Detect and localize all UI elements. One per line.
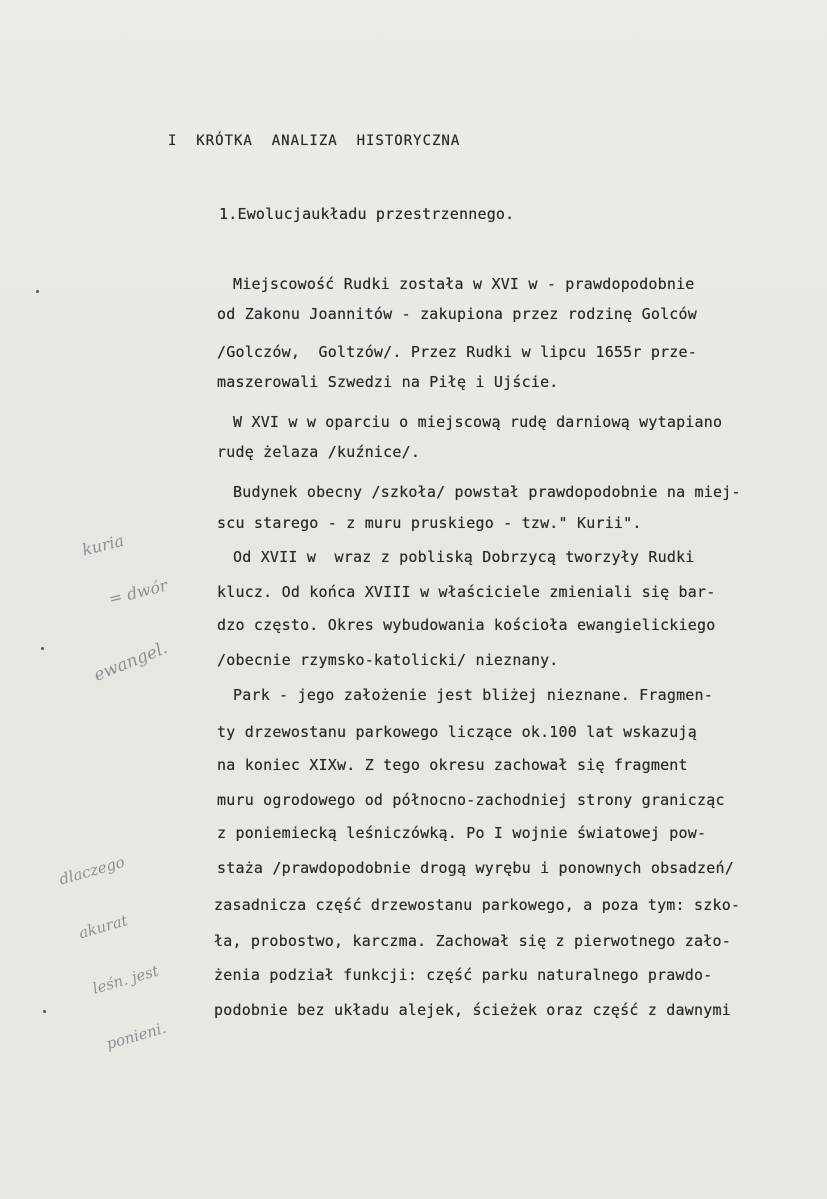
text-line: klucz. Od końca XVIII w właściciele zmieniali się bar-: [217, 583, 716, 601]
section-heading: I KRÓTKA ANALIZA HISTORYCZNA: [168, 133, 461, 149]
text-line: Od XVII w wraz z pobliską Dobrzycą tworzyły Rudki: [233, 548, 695, 566]
margin-note-line: ewangel.: [91, 638, 171, 686]
text-line: podobnie bez układu alejek, ścieżek oraz część z dawnymi: [214, 1001, 731, 1019]
text-line: staża /prawdopodobnie drogą wyrębu i ponownych obsadzeń/: [217, 859, 734, 877]
text-line: z poniemiecką leśniczówką. Po I wojnie światowej pow-: [217, 824, 707, 842]
text-line: W XVI w w oparciu o miejscową rudę darniową wytapiano: [233, 413, 723, 431]
text-line: Park - jego założenie jest bliżej nieznane. Fragmen-: [233, 686, 713, 704]
margin-dot: [36, 290, 39, 293]
text-line: /Golczów, Goltzów/. Przez Rudki w lipcu 1655r prze-: [217, 343, 697, 361]
margin-dot: [41, 647, 44, 650]
text-line: żenia podział funkcji: część parku naturalnego prawdo-: [214, 966, 713, 984]
margin-note-line: dlaczego: [57, 852, 127, 889]
text-line: maszerowali Szwedzi na Piłę i Ujście.: [217, 373, 559, 391]
margin-note-line: ponieni.: [104, 1018, 169, 1053]
margin-note-line: kuria: [80, 530, 126, 560]
text-line: ła, probostwo, karczma. Zachował się z pierwotnego zało-: [214, 932, 731, 950]
margin-note-line: akurat: [76, 911, 130, 943]
margin-note-line: = dwór: [106, 575, 170, 609]
text-line: od Zakonu Joannitów - zakupiona przez rodzinę Golców: [217, 305, 697, 323]
text-line: Miejscowość Rudki została w XVI w - prawdopodobnie: [233, 275, 695, 293]
margin-note-question: [47, 816, 187, 1091]
text-line: /obecnie rzymsko-katolicki/ nieznany.: [217, 651, 559, 669]
text-line: dzo często. Okres wybudowania kościoła ewangielickiego: [217, 616, 716, 634]
text-line: na koniec XIXw. Z tego okresu zachował się fragment: [217, 756, 688, 774]
subsection-heading: 1.Ewolucjaukładu przestrzennego.: [219, 205, 515, 223]
margin-dot: [43, 1010, 46, 1013]
text-line: Budynek obecny /szkoła/ powstał prawdopodobnie na miej-: [233, 483, 741, 501]
text-line: rudę żelaza /kuźnice/.: [217, 443, 421, 461]
margin-note-line: leśn. jest: [90, 961, 161, 998]
text-line: scu starego - z muru pruskiego - tzw." Kurii".: [217, 514, 642, 532]
text-line: zasadnicza część drzewostanu parkowego, a poza tym: szko-: [214, 896, 741, 914]
text-line: muru ogrodowego od północno-zachodniej strony granicząc: [217, 791, 725, 809]
text-line: ty drzewostanu parkowego liczące ok.100 lat wskazują: [217, 723, 697, 741]
